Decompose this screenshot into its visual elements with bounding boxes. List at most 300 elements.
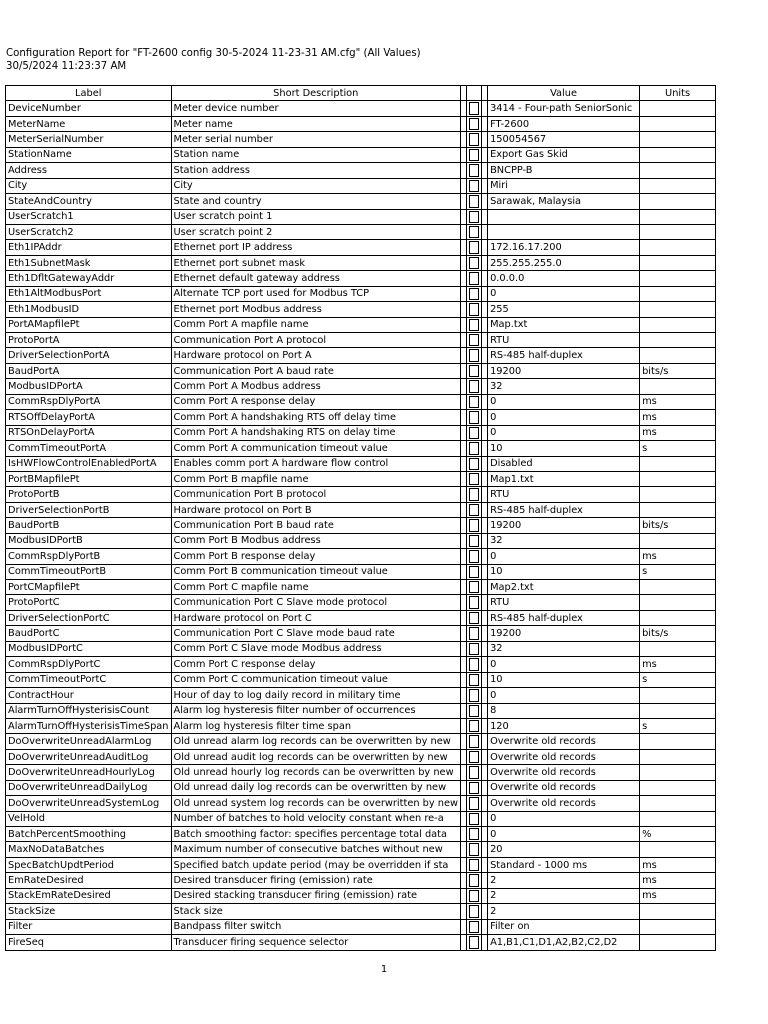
value-cell: A1,B1,C1,D1,A2,B2,C2,D2 (488, 935, 640, 950)
checkbox-cell (467, 904, 482, 919)
value-cell: Overwrite old records (488, 796, 640, 811)
label-cell: ProtoPortA (6, 333, 172, 348)
description-cell: Old unread alarm log records can be overwritten by new (171, 734, 461, 749)
units-cell (640, 224, 716, 239)
units-cell (640, 533, 716, 548)
checkbox[interactable] (469, 133, 479, 145)
checkbox[interactable] (469, 936, 479, 948)
units-cell (640, 317, 716, 332)
checkbox-cell (467, 580, 482, 595)
value-cell: 172.16.17.200 (488, 240, 640, 255)
checkbox[interactable] (469, 349, 479, 361)
table-row (6, 286, 716, 301)
units-cell (640, 811, 716, 826)
label-cell: CommTimeoutPortB (6, 564, 172, 579)
checkbox[interactable] (469, 519, 479, 531)
description-cell: User scratch point 2 (171, 224, 461, 239)
checkbox-cell (467, 240, 482, 255)
description-cell: Stack size (171, 904, 461, 919)
value-cell: Map.txt (488, 317, 640, 332)
label-cell: DriverSelectionPortB (6, 502, 172, 517)
table-row (6, 842, 716, 857)
description-cell: Comm Port B response delay (171, 549, 461, 564)
units-cell (640, 765, 716, 780)
label-cell: ProtoPortC (6, 595, 172, 610)
table-row (6, 549, 716, 564)
checkbox[interactable] (469, 411, 479, 423)
table-row (6, 425, 716, 440)
checkbox-cell (467, 749, 482, 764)
label-cell: DriverSelectionPortC (6, 610, 172, 625)
label-cell: Eth1IPAddr (6, 240, 172, 255)
checkbox[interactable] (469, 658, 479, 670)
checkbox-cell (467, 163, 482, 178)
checkbox[interactable] (469, 720, 479, 732)
checkbox[interactable] (469, 874, 479, 886)
checkbox[interactable] (469, 813, 479, 825)
label-cell: ModbusIDPortA (6, 379, 172, 394)
checkbox[interactable] (469, 674, 479, 686)
units-cell (640, 209, 716, 224)
table-row (6, 533, 716, 548)
checkbox-cell (467, 224, 482, 239)
checkbox-cell (467, 317, 482, 332)
checkbox-cell (467, 379, 482, 394)
label-cell: ProtoPortB (6, 487, 172, 502)
description-cell: Enables comm port A hardware flow control (171, 456, 461, 471)
description-cell: Comm Port B Modbus address (171, 533, 461, 548)
checkbox[interactable] (469, 458, 479, 470)
checkbox[interactable] (469, 782, 479, 794)
checkbox[interactable] (469, 380, 479, 392)
checkbox[interactable] (469, 365, 479, 377)
units-cell (640, 904, 716, 919)
units-cell: ms (640, 425, 716, 440)
value-cell: Overwrite old records (488, 749, 640, 764)
label-cell: Eth1DfltGatewayAddr (6, 271, 172, 286)
checkbox[interactable] (469, 735, 479, 747)
value-cell: RS-485 half-duplex (488, 610, 640, 625)
label-cell: DriverSelectionPortA (6, 348, 172, 363)
value-cell: 0 (488, 286, 640, 301)
table-row (6, 811, 716, 826)
value-cell: Disabled (488, 456, 640, 471)
checkbox-cell (467, 842, 482, 857)
value-cell: 255.255.255.0 (488, 255, 640, 270)
checkbox[interactable] (469, 442, 479, 454)
checkbox-cell (467, 873, 482, 888)
checkbox-cell (467, 718, 482, 733)
checkbox[interactable] (469, 921, 479, 933)
table-row (6, 333, 716, 348)
label-cell: StackEmRateDesired (6, 888, 172, 903)
checkbox[interactable] (469, 535, 479, 547)
checkbox[interactable] (469, 164, 479, 176)
table-row (6, 271, 716, 286)
table-row (6, 703, 716, 718)
table-row (6, 132, 716, 147)
units-cell: bits/s (640, 518, 716, 533)
label-cell: RTSOnDelayPortA (6, 425, 172, 440)
label-cell: IsHWFlowControlEnabledPortA (6, 456, 172, 471)
value-cell: RTU (488, 333, 640, 348)
checkbox[interactable] (469, 288, 479, 300)
table-row (6, 595, 716, 610)
table-row (6, 857, 716, 872)
checkbox-cell (467, 888, 482, 903)
value-cell: 20 (488, 842, 640, 857)
label-cell: FireSeq (6, 935, 172, 950)
table-row (6, 348, 716, 363)
value-cell (488, 224, 640, 239)
units-cell (640, 580, 716, 595)
label-cell: City (6, 178, 172, 193)
units-cell (640, 703, 716, 718)
checkbox[interactable] (469, 488, 479, 500)
label-cell: MaxNoDataBatches (6, 842, 172, 857)
description-cell: Communication Port A protocol (171, 333, 461, 348)
checkbox-cell (467, 194, 482, 209)
table-row (6, 780, 716, 795)
label-cell: DoOverwriteUnreadSystemLog (6, 796, 172, 811)
table-row (6, 672, 716, 687)
label-cell: StackSize (6, 904, 172, 919)
value-cell: RTU (488, 487, 640, 502)
units-cell (640, 147, 716, 162)
units-cell (640, 348, 716, 363)
description-cell: Communication Port B protocol (171, 487, 461, 502)
label-cell: CommTimeoutPortC (6, 672, 172, 687)
value-cell: 19200 (488, 518, 640, 533)
checkbox-cell (467, 549, 482, 564)
units-cell: ms (640, 888, 716, 903)
table-row (6, 657, 716, 672)
table-row (6, 363, 716, 378)
checkbox[interactable] (469, 705, 479, 717)
description-cell: Comm Port C response delay (171, 657, 461, 672)
units-cell: ms (640, 873, 716, 888)
value-cell: Filter on (488, 919, 640, 934)
units-cell (640, 302, 716, 317)
description-cell: Ethernet port IP address (171, 240, 461, 255)
label-cell: DoOverwriteUnreadAuditLog (6, 749, 172, 764)
checkbox[interactable] (469, 859, 479, 871)
value-cell: Overwrite old records (488, 780, 640, 795)
value-cell: 19200 (488, 363, 640, 378)
description-cell: Comm Port A response delay (171, 394, 461, 409)
table-row (6, 194, 716, 209)
checkbox[interactable] (469, 180, 479, 192)
description-cell: Alternate TCP port used for Modbus TCP (171, 286, 461, 301)
checkbox[interactable] (469, 890, 479, 902)
units-cell (640, 935, 716, 950)
checkbox[interactable] (469, 843, 479, 855)
label-cell: Eth1ModbusID (6, 302, 172, 317)
table-row (6, 935, 716, 950)
checkbox[interactable] (469, 550, 479, 562)
label-cell: EmRateDesired (6, 873, 172, 888)
description-cell: User scratch point 1 (171, 209, 461, 224)
checkbox-cell (467, 394, 482, 409)
label-cell: ModbusIDPortC (6, 641, 172, 656)
label-cell: AlarmTurnOffHysterisisCount (6, 703, 172, 718)
description-column-header: Short Description (171, 86, 461, 101)
checkbox[interactable] (469, 272, 479, 284)
value-cell: 2 (488, 888, 640, 903)
check-column-header (467, 86, 482, 101)
units-cell (640, 379, 716, 394)
label-cell: MeterSerialNumber (6, 132, 172, 147)
checkbox-cell (467, 441, 482, 456)
value-cell: Overwrite old records (488, 765, 640, 780)
units-cell: s (640, 672, 716, 687)
label-cell: DoOverwriteUnreadAlarmLog (6, 734, 172, 749)
description-cell: Hardware protocol on Port C (171, 610, 461, 625)
table-row (6, 749, 716, 764)
table-row (6, 734, 716, 749)
value-cell: 255 (488, 302, 640, 317)
checkbox-cell (467, 672, 482, 687)
table-row (6, 209, 716, 224)
label-cell: BaudPortB (6, 518, 172, 533)
checkbox-cell (467, 595, 482, 610)
table-row (6, 564, 716, 579)
checkbox-cell (467, 363, 482, 378)
description-cell: Meter device number (171, 101, 461, 116)
table-row (6, 302, 716, 317)
checkbox-cell (467, 703, 482, 718)
table-row (6, 904, 716, 919)
units-cell: ms (640, 857, 716, 872)
units-cell (640, 610, 716, 625)
checkbox-cell (467, 533, 482, 548)
checkbox-cell (467, 734, 482, 749)
description-cell: City (171, 178, 461, 193)
checkbox[interactable] (469, 643, 479, 655)
value-cell: 32 (488, 533, 640, 548)
description-cell: Transducer firing sequence selector (171, 935, 461, 950)
description-cell: Alarm log hysteresis filter time span (171, 718, 461, 733)
checkbox[interactable] (469, 689, 479, 701)
description-cell: Ethernet port subnet mask (171, 255, 461, 270)
value-cell: 3414 - Four-path SeniorSonic (488, 101, 640, 116)
checkbox[interactable] (469, 751, 479, 763)
checkbox-cell (467, 147, 482, 162)
table-row (6, 688, 716, 703)
table-row (6, 641, 716, 656)
checkbox[interactable] (469, 581, 479, 593)
units-cell (640, 286, 716, 301)
checkbox[interactable] (469, 319, 479, 331)
table-row (6, 919, 716, 934)
units-cell (640, 734, 716, 749)
value-cell (488, 209, 640, 224)
value-cell: 0 (488, 657, 640, 672)
checkbox[interactable] (469, 766, 479, 778)
label-cell: BaudPortA (6, 363, 172, 378)
table-row (6, 379, 716, 394)
checkbox-cell (467, 765, 482, 780)
units-cell (640, 194, 716, 209)
units-cell (640, 255, 716, 270)
units-cell (640, 101, 716, 116)
checkbox[interactable] (469, 241, 479, 253)
units-cell (640, 780, 716, 795)
value-cell: 2 (488, 904, 640, 919)
label-cell: Address (6, 163, 172, 178)
table-row (6, 502, 716, 517)
value-cell: 8 (488, 703, 640, 718)
description-cell: Comm Port A communication timeout value (171, 441, 461, 456)
units-cell (640, 132, 716, 147)
label-cell: ContractHour (6, 688, 172, 703)
description-cell: Comm Port C mapfile name (171, 580, 461, 595)
table-row (6, 147, 716, 162)
label-cell: DoOverwriteUnreadDailyLog (6, 780, 172, 795)
description-cell: Old unread audit log records can be overwritten by new (171, 749, 461, 764)
checkbox-cell (467, 286, 482, 301)
value-cell: BNCPP-B (488, 163, 640, 178)
units-cell (640, 641, 716, 656)
description-cell: Hardware protocol on Port A (171, 348, 461, 363)
label-cell: ModbusIDPortB (6, 533, 172, 548)
checkbox[interactable] (469, 149, 479, 161)
checkbox[interactable] (469, 211, 479, 223)
description-cell: Comm Port A Modbus address (171, 379, 461, 394)
label-cell: UserScratch2 (6, 224, 172, 239)
value-cell: RS-485 half-duplex (488, 348, 640, 363)
label-cell: AlarmTurnOffHysterisisTimeSpan (6, 718, 172, 733)
description-cell: Specified batch update period (may be overridden if sta (171, 857, 461, 872)
value-cell: 10 (488, 564, 640, 579)
description-cell: Station address (171, 163, 461, 178)
description-cell: Desired transducer firing (emission) rate (171, 873, 461, 888)
checkbox[interactable] (469, 226, 479, 238)
description-cell: Old unread system log records can be overwritten by new (171, 796, 461, 811)
units-cell (640, 271, 716, 286)
checkbox[interactable] (469, 118, 479, 130)
report-date: 30/5/2024 11:23:37 AM (6, 61, 127, 72)
value-cell: 120 (488, 718, 640, 733)
units-cell: ms (640, 657, 716, 672)
value-cell: Standard - 1000 ms (488, 857, 640, 872)
checkbox-cell (467, 255, 482, 270)
label-cell: Filter (6, 919, 172, 934)
checkbox-cell (467, 209, 482, 224)
checkbox[interactable] (469, 102, 479, 114)
checkbox[interactable] (469, 566, 479, 578)
checkbox[interactable] (469, 303, 479, 315)
checkbox[interactable] (469, 334, 479, 346)
label-cell: PortBMapfilePt (6, 471, 172, 486)
checkbox-cell (467, 271, 482, 286)
checkbox[interactable] (469, 396, 479, 408)
units-cell (640, 842, 716, 857)
label-cell: CommTimeoutPortA (6, 441, 172, 456)
value-cell: 10 (488, 441, 640, 456)
value-cell: 32 (488, 379, 640, 394)
description-cell: Desired stacking transducer firing (emission) rate (171, 888, 461, 903)
checkbox[interactable] (469, 257, 479, 269)
value-cell: Sarawak, Malaysia (488, 194, 640, 209)
description-cell: Comm Port C Slave mode Modbus address (171, 641, 461, 656)
label-column-header: Label (6, 86, 172, 101)
checkbox-cell (467, 796, 482, 811)
value-cell: 0 (488, 410, 640, 425)
table-row (6, 101, 716, 116)
description-cell: Communication Port C Slave mode baud rate (171, 626, 461, 641)
label-cell: CommRspDlyPortC (6, 657, 172, 672)
table-body (6, 101, 716, 950)
checkbox-cell (467, 780, 482, 795)
config-table (5, 85, 716, 951)
value-cell: RTU (488, 595, 640, 610)
table-row (6, 626, 716, 641)
description-cell: Comm Port A handshaking RTS off delay time (171, 410, 461, 425)
page-number: 1 (380, 964, 388, 975)
table-row (6, 394, 716, 409)
table-row (6, 888, 716, 903)
label-cell: DoOverwriteUnreadHourlyLog (6, 765, 172, 780)
table-row (6, 224, 716, 239)
units-cell: bits/s (640, 626, 716, 641)
checkbox-cell (467, 101, 482, 116)
table-row (6, 827, 716, 842)
checkbox-cell (467, 935, 482, 950)
units-cell (640, 471, 716, 486)
description-cell: Communication Port B baud rate (171, 518, 461, 533)
checkbox[interactable] (469, 427, 479, 439)
units-cell: ms (640, 394, 716, 409)
checkbox[interactable] (469, 797, 479, 809)
value-cell: RS-485 half-duplex (488, 502, 640, 517)
table-row (6, 580, 716, 595)
checkbox-cell (467, 518, 482, 533)
checkbox[interactable] (469, 473, 479, 485)
units-cell: s (640, 441, 716, 456)
checkbox[interactable] (469, 905, 479, 917)
checkbox-cell (467, 456, 482, 471)
label-cell: BatchPercentSmoothing (6, 827, 172, 842)
checkbox[interactable] (469, 612, 479, 624)
table-row (6, 317, 716, 332)
units-cell (640, 749, 716, 764)
table-row (6, 240, 716, 255)
checkbox[interactable] (469, 504, 479, 516)
table-row (6, 163, 716, 178)
value-cell: 0 (488, 425, 640, 440)
description-cell: Batch smoothing factor: specifies percentage total data (171, 827, 461, 842)
description-cell: Ethernet port Modbus address (171, 302, 461, 317)
value-cell: Overwrite old records (488, 734, 640, 749)
value-cell: Export Gas Skid (488, 147, 640, 162)
checkbox-cell (467, 641, 482, 656)
checkbox[interactable] (469, 596, 479, 608)
checkbox[interactable] (469, 627, 479, 639)
description-cell: Meter serial number (171, 132, 461, 147)
value-cell: FT-2600 (488, 116, 640, 131)
table-row (6, 765, 716, 780)
table-row (6, 873, 716, 888)
label-cell: Eth1AltModbusPort (6, 286, 172, 301)
label-cell: DeviceNumber (6, 101, 172, 116)
checkbox[interactable] (469, 195, 479, 207)
units-cell (640, 456, 716, 471)
checkbox[interactable] (469, 828, 479, 840)
units-cell (640, 919, 716, 934)
units-cell (640, 163, 716, 178)
table-row (6, 441, 716, 456)
